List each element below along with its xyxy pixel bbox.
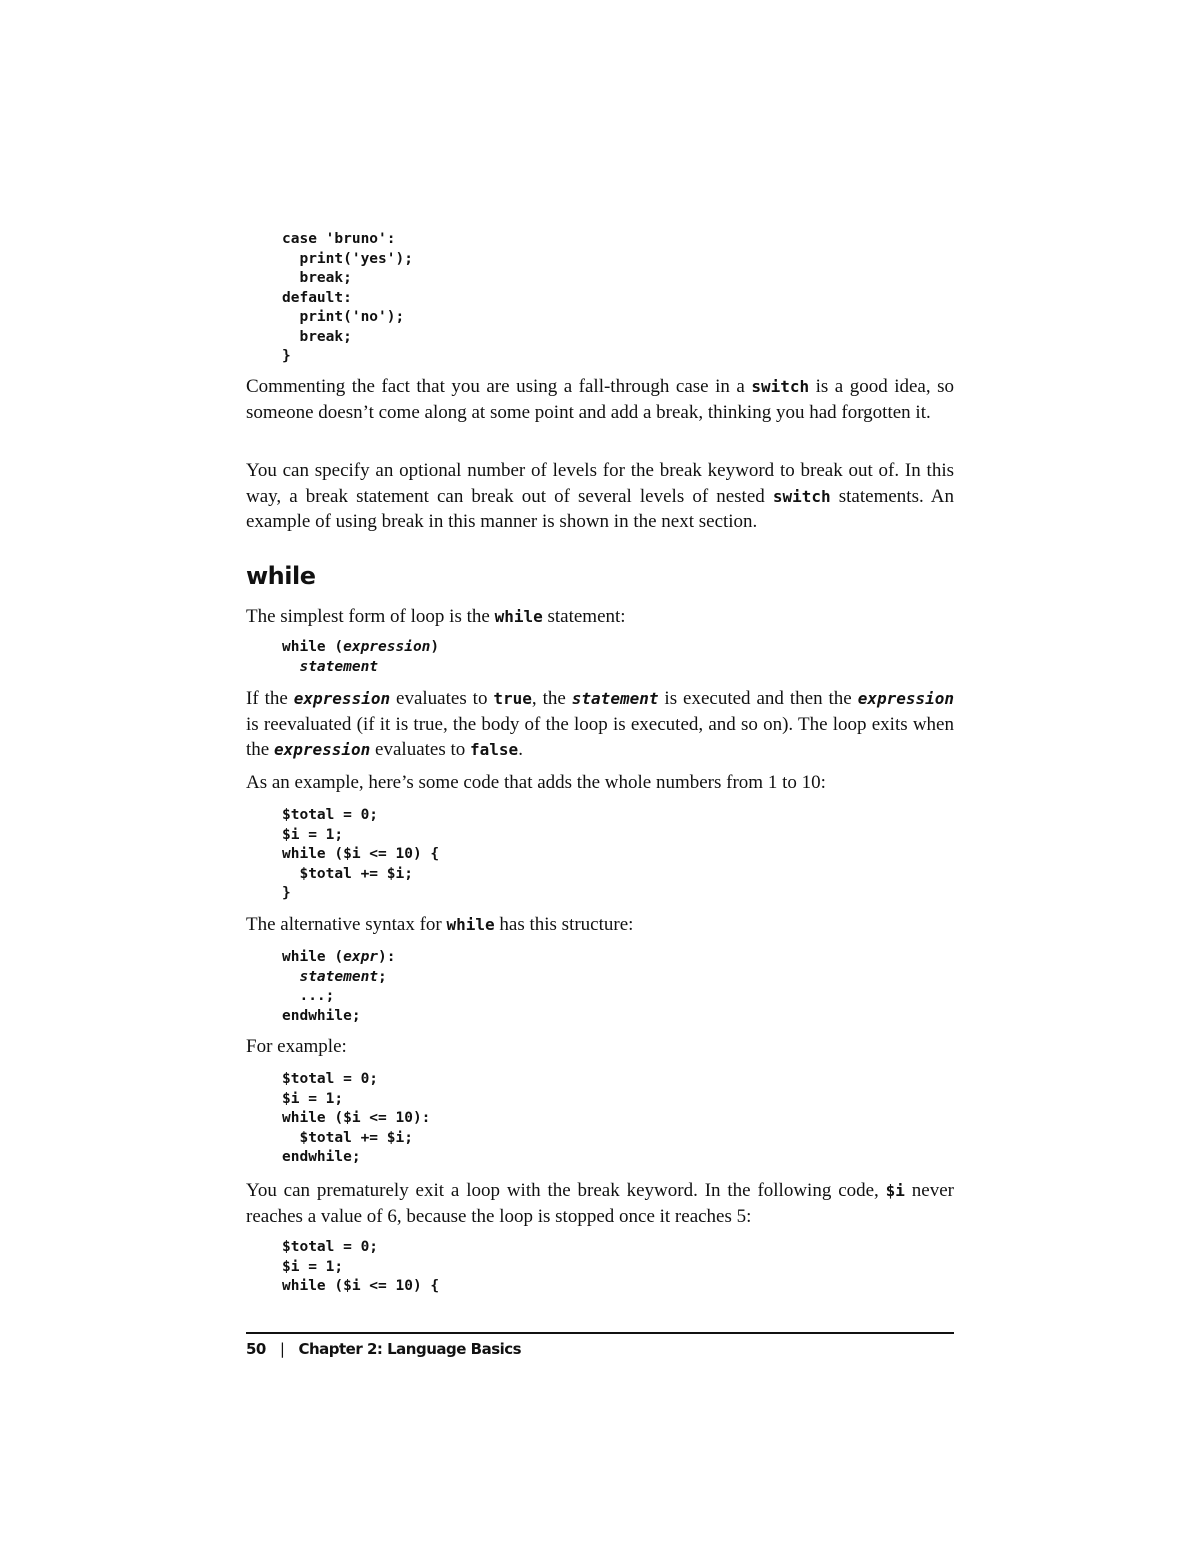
inline-code: expression <box>857 689 955 708</box>
code-placeholder: statement <box>299 968 379 985</box>
text: never reaches a value of 6, because the loop is stopped once it reaches 5: <box>246 1180 954 1227</box>
code-placeholder: expr <box>343 949 379 965</box>
text: . <box>518 739 523 760</box>
section-heading-while: while <box>246 562 316 590</box>
code-placeholder: expression <box>343 639 431 655</box>
paragraph-example-intro: As an example, here’s some code that adds the whole numbers from 1 to 10: <box>246 772 826 793</box>
page-number: 50 <box>246 1340 266 1358</box>
text: evaluates to <box>370 739 471 760</box>
text: The simplest form of loop is the <box>246 606 495 627</box>
text: , the <box>531 688 572 709</box>
page-footer <box>246 1340 521 1358</box>
text: statement: <box>542 606 626 627</box>
code-block-while-syntax <box>282 638 439 677</box>
code-text: ) <box>430 639 440 655</box>
code-block-endwhile-example: $total = 0; $i = 1; while ($i <= 10): $total += $i; endwhile; <box>282 1071 431 1165</box>
text: The alternative syntax for <box>246 914 447 935</box>
code-text: ; <box>378 968 387 985</box>
inline-code: expression <box>293 689 391 708</box>
text: statements. An example of using break in this manner is shown in the next section. <box>246 485 954 532</box>
book-page <box>246 222 954 1372</box>
text: evaluates to <box>390 688 494 709</box>
code-text: ): <box>378 949 396 965</box>
paragraph-simplest-loop <box>246 604 954 630</box>
inline-code: while <box>446 915 495 934</box>
paragraph-fallthrough <box>246 374 954 425</box>
code-placeholder: statement <box>299 658 379 675</box>
text: is reevaluated (if it is true, the body of the loop is executed, and so on). The loop exits when the <box>246 713 954 760</box>
text: You can prematurely exit a loop with the break keyword. In the following code, <box>246 1180 886 1201</box>
text: is executed and then the <box>658 688 858 709</box>
inline-code: $i <box>885 1181 905 1200</box>
paragraph-for-example: For example: <box>246 1036 347 1057</box>
inline-code: false <box>470 740 519 759</box>
inline-code: statement <box>571 689 659 708</box>
paragraph-expression-eval <box>246 686 954 763</box>
paragraph-alternative-syntax <box>246 912 954 938</box>
paragraph-break-exit <box>246 1178 954 1229</box>
code-text: while ( <box>282 639 344 655</box>
paragraph-break-levels <box>246 458 954 535</box>
inline-code: while <box>494 607 543 626</box>
text: Commenting the fact that you are using a fall-through case in a <box>246 376 752 397</box>
chapter-title: Chapter 2: Language Basics <box>298 1340 522 1358</box>
text: has this structure: <box>494 914 634 935</box>
inline-code: switch <box>772 486 831 506</box>
text: If the <box>246 688 294 709</box>
inline-code: expression <box>273 740 371 759</box>
code-text: ...; <box>282 988 335 1004</box>
code-text: while ( <box>282 949 344 965</box>
code-block-switch-end: case 'bruno': print('yes'); break; default: print('no'); break; } <box>282 231 413 364</box>
inline-code: switch <box>751 377 810 396</box>
text: You can specify an optional number of levels for the break keyword to break out of. In this way, a break statement can break out of several levels of nested <box>246 460 954 507</box>
footer-separator: | <box>279 1340 285 1358</box>
code-block-break-example: $total = 0; $i = 1; while ($i <= 10) { <box>282 1239 440 1294</box>
inline-code: true <box>493 689 532 708</box>
code-text: endwhile; <box>282 1007 361 1024</box>
code-block-endwhile-syntax <box>282 948 396 1026</box>
code-block-while-example: $total = 0; $i = 1; while ($i <= 10) { $total += $i; } <box>282 807 440 901</box>
footer-rule <box>246 1332 954 1334</box>
text: is a good idea, so someone doesn’t come along at some point and add a break, thinking you had forgotten it. <box>246 376 954 423</box>
